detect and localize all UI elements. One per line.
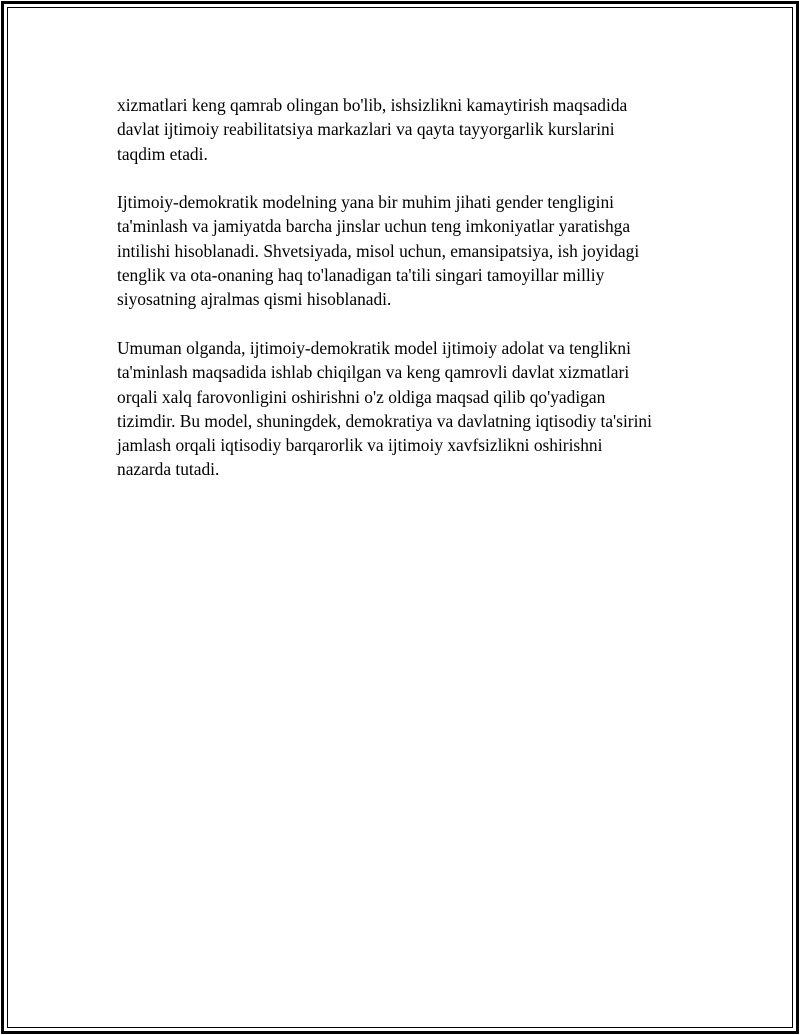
document-body (117, 93, 717, 482)
paragraph-conclusion: Umuman olganda, ijtimoiy-demokratik model ijtimoiy adolat va tenglikni ta'minlash maqsadida ishlab chiqilgan va keng qamrovli davlat xizmatlari orqali xalq farovonligini oshirishni o'z oldiga maqsad qilib qo'yadigan tizimdir. Bu model, shuningdek, demokratiya va davlatning iqtisodiy ta'sirini jamlash orqali iqtisodiy barqarorlik va ijtimoiy xavfsizlikni oshirishni nazarda tutadi. (117, 337, 652, 480)
paragraph-unemployment-services: xizmatlari keng qamrab olingan bo'lib, ishsizlikni kamaytirish maqsadida davlat ijtimoiy reabilitatsiya markazlari va qayta tayyorgarlik kurslarini taqdim etadi. (117, 95, 628, 164)
paragraph-gender-equality: Ijtimoiy-demokratik modelning yana bir muhim jihati gender tengligini ta'minlash va jamiyatda barcha jinslar uchun teng imkoniyatlar yaratishga intilishi hisoblanadi. Shvetsiyada, misol uchun, emansipatsiya, ish joyidagi tenglik va ota-onaning haq to'lanadigan ta'tili singari tamoyillar milliy siyosatning ajralmas qismi hisoblanadi. (117, 192, 640, 310)
